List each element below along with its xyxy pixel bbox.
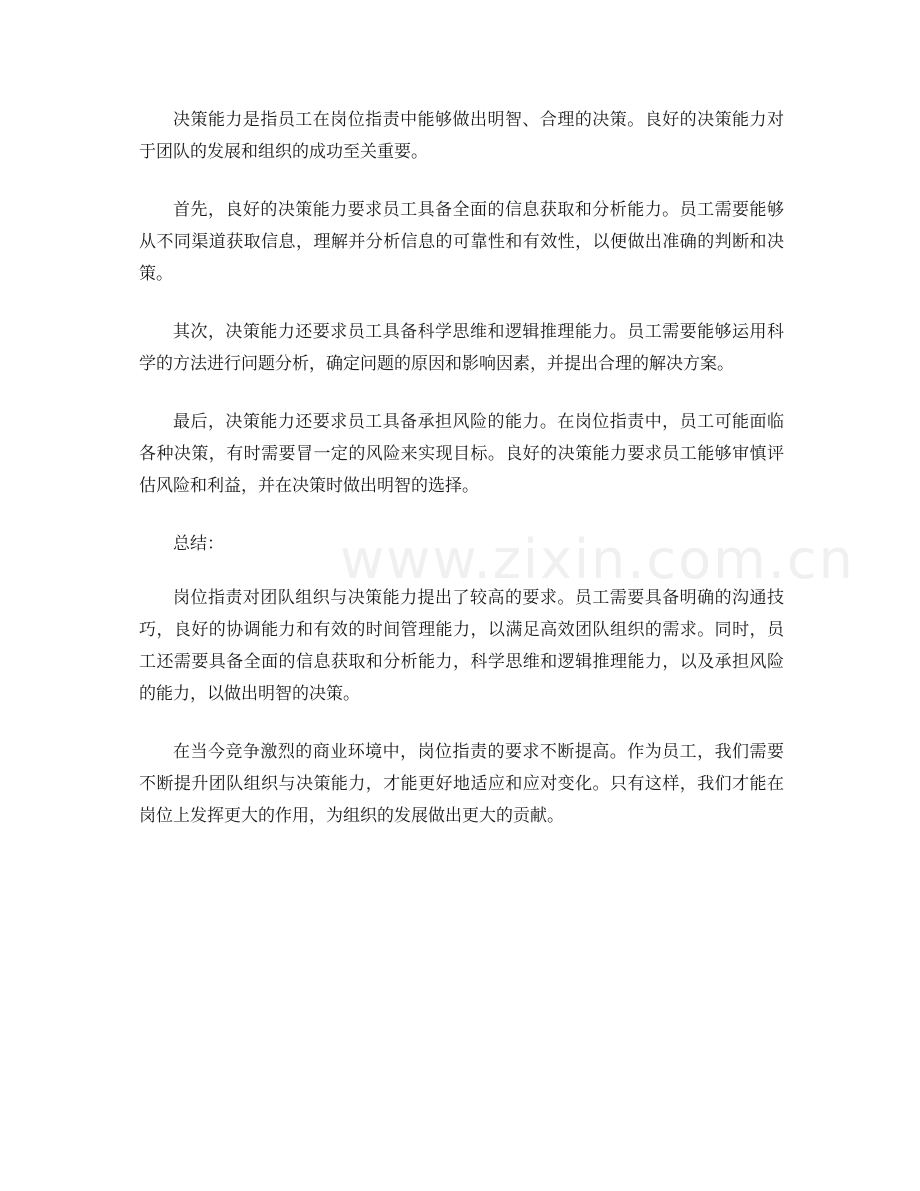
paragraph-information-analysis: 首先，良好的决策能力要求员工具备全面的信息获取和分析能力。员工需要能够从不同渠道获取信息，理解并分析信息的可靠性和有效性，以便做出准确的判断和决策。 bbox=[139, 200, 784, 284]
paragraph-conclusion: 在当今竞争激烈的商业环境中，岗位指责的要求不断提高。作为员工，我们需要不断提升团队组织与决策能力，才能更好地适应和应对变化。只有这样，我们才能在岗位上发挥更大的作用，为组织的发展做出更大的贡献。 bbox=[139, 742, 784, 826]
summary-heading: 总结： bbox=[173, 534, 224, 554]
paragraph-scientific-thinking: 其次，决策能力还要求员工具备科学思维和逻辑推理能力。员工需要能够运用科学的方法进行问题分析，确定问题的原因和影响因素，并提出合理的解决方案。 bbox=[139, 322, 784, 374]
paragraph-summary: 岗位指责对团队组织与决策能力提出了较高的要求。员工需要具备明确的沟通技巧，良好的协调能力和有效的时间管理能力，以满足高效团队组织的需求。同时，员工还需要具备全面的信息获取和分析能力，科学思维和逻辑推理能力，以及承担风险的能力，以做出明智的决策。 bbox=[139, 588, 784, 704]
watermark: www.zixin.com.cn bbox=[340, 528, 855, 591]
paragraph-decision-definition: 决策能力是指员工在岗位指责中能够做出明智、合理的决策。良好的决策能力对于团队的发展和组织的成功至关重要。 bbox=[139, 110, 784, 162]
document-body bbox=[139, 104, 784, 858]
paragraph-risk-taking: 最后，决策能力还要求员工具备承担风险的能力。在岗位指责中，员工可能面临各种决策，有时需要冒一定的风险来实现目标。良好的决策能力要求员工能够审慎评估风险和利益，并在决策时做出明智的选择。 bbox=[139, 412, 784, 496]
